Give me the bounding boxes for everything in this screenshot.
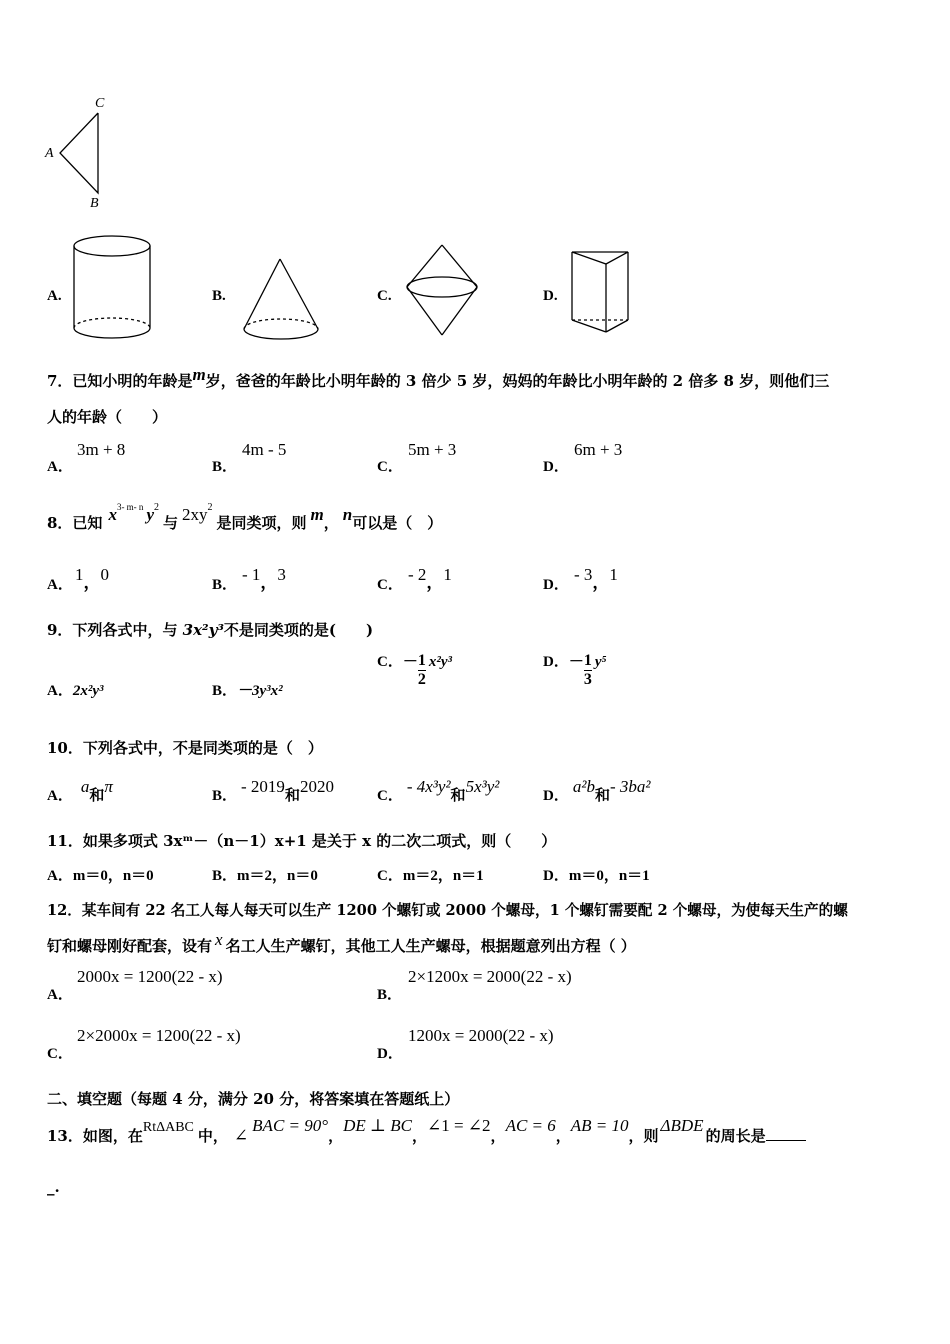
- q8-option-a-values: 1，0: [75, 565, 109, 592]
- q7-option-a-expr: 3m + 8: [77, 440, 126, 459]
- cylinder-figure: [70, 232, 160, 344]
- q12-option-b-expr: 2×1200x = 2000(22 - x): [408, 967, 572, 986]
- vertex-b-label: B: [90, 196, 99, 211]
- q11-option-a[interactable]: A．m＝0，n＝0: [47, 868, 154, 884]
- q7-option-c-expr: 5m + 3: [408, 440, 457, 459]
- q8-option-c-letter[interactable]: C．: [377, 577, 403, 593]
- q12-option-c-letter[interactable]: C．: [47, 1046, 73, 1062]
- q11-option-b[interactable]: B．m＝2，n＝0: [212, 868, 318, 884]
- q9-option-c[interactable]: C．－ $\frac{1}{2}$ x²y³: [377, 652, 453, 688]
- q8-option-c-values: - 2，1: [408, 565, 452, 592]
- q11-option-d[interactable]: D．m＝0，n＝1: [543, 868, 650, 884]
- q10-option-c[interactable]: C． - 4x³y²和5x³y²: [377, 777, 500, 804]
- q8-option-d-values: - 3，1: [574, 565, 618, 592]
- q7-stem-line1: 7．已知小明的年龄是m岁，爸爸的年龄比小明年龄的 3 倍少 5 岁，妈妈的年龄比小明年龄的 2 倍多 8 岁，则他们三: [47, 365, 830, 390]
- q12-stem-line2: 钉和螺母刚好配套，设有 x 名工人生产螺钉，其他工人生产螺母，根据题意列出方程（ ）: [47, 930, 636, 955]
- q13-answer-blank[interactable]: [766, 1126, 806, 1141]
- q11-stem: 11．如果多项式 3xᵐ－（n－1）x+1 是关于 x 的二次二项式，则（ ）: [47, 832, 557, 850]
- q9-option-a[interactable]: A．2x²y³: [47, 683, 104, 699]
- q7-option-d-expr: 6m + 3: [574, 440, 623, 459]
- q9-option-d[interactable]: D．－ $\frac{1}{3}$ y⁵: [543, 652, 607, 688]
- q8-stem: 8．已知 $x^{3- m- n}$ $y^2$与 $2xy^2$是同类项，则 m， n可以是（ ）: [47, 502, 443, 532]
- q6-option-b-letter[interactable]: B.: [212, 288, 226, 304]
- q10-stem: 10．下列各式中，不是同类项的是（ ）: [47, 739, 323, 757]
- q7-option-b-letter[interactable]: B．: [212, 459, 238, 475]
- q8-option-d-letter[interactable]: D．: [543, 577, 569, 593]
- q12-stem-line1: 12．某车间有 22 名工人每人每天可以生产 1200 个螺钉或 2000 个螺母，1 个螺钉需要配 2 个螺母，为使每天生产的螺: [47, 902, 848, 919]
- q12-option-d-letter[interactable]: D．: [377, 1046, 403, 1062]
- q8-option-b-letter[interactable]: B．: [212, 577, 238, 593]
- q7-option-d-letter[interactable]: D．: [543, 459, 569, 475]
- q8-option-a-letter[interactable]: A．: [47, 577, 73, 593]
- triangular-prism-figure: [568, 248, 634, 342]
- q10-option-a[interactable]: A． a和π: [47, 777, 113, 804]
- q8-option-b-values: - 1，3: [242, 565, 286, 592]
- q9-option-b[interactable]: B．－3y³x²: [212, 683, 283, 699]
- q7-stem-line2: 人的年龄（ ）: [47, 408, 168, 426]
- q7-option-b-expr: 4m - 5: [242, 440, 287, 459]
- vertex-a-label: A: [45, 146, 54, 161]
- double-cone-figure: [404, 243, 484, 337]
- q6-option-c-letter[interactable]: C.: [377, 288, 392, 304]
- q10-option-d[interactable]: D． a²b和- 3ba²: [543, 777, 651, 804]
- q12-option-a-letter[interactable]: A．: [47, 987, 73, 1003]
- section-2-heading: 二、填空题（每题 4 分，满分 20 分，将答案填在答题纸上）: [47, 1090, 460, 1108]
- q12-option-c-expr: 2×2000x = 1200(22 - x): [77, 1026, 241, 1045]
- q6-option-a-letter[interactable]: A.: [47, 288, 62, 304]
- q7-option-a-letter[interactable]: A．: [47, 459, 73, 475]
- q12-option-d-expr: 1200x = 2000(22 - x): [408, 1026, 554, 1045]
- cone-figure: [240, 255, 322, 345]
- q12-option-b-letter[interactable]: B．: [377, 987, 403, 1003]
- vertex-c-label: C: [95, 96, 105, 111]
- q13-stem: 13．如图，在RtΔABC 中， ∠BAC = 90°，DE ⊥ BC，∠1 = ∠2，AC = 6，AB = 10，则ΔBDE的周长是: [47, 1125, 806, 1146]
- q6-option-d-letter[interactable]: D.: [543, 288, 558, 304]
- q11-option-c[interactable]: C．m＝2，n＝1: [377, 868, 484, 884]
- q10-option-b[interactable]: B． - 2019和2020: [212, 777, 334, 804]
- q13-blank-end: _.: [47, 1178, 60, 1196]
- q9-stem: 9．下列各式中，与 3x²y³不是同类项的是( ): [47, 621, 374, 639]
- q7-option-c-letter[interactable]: C．: [377, 459, 403, 475]
- q12-option-a-expr: 2000x = 1200(22 - x): [77, 967, 223, 986]
